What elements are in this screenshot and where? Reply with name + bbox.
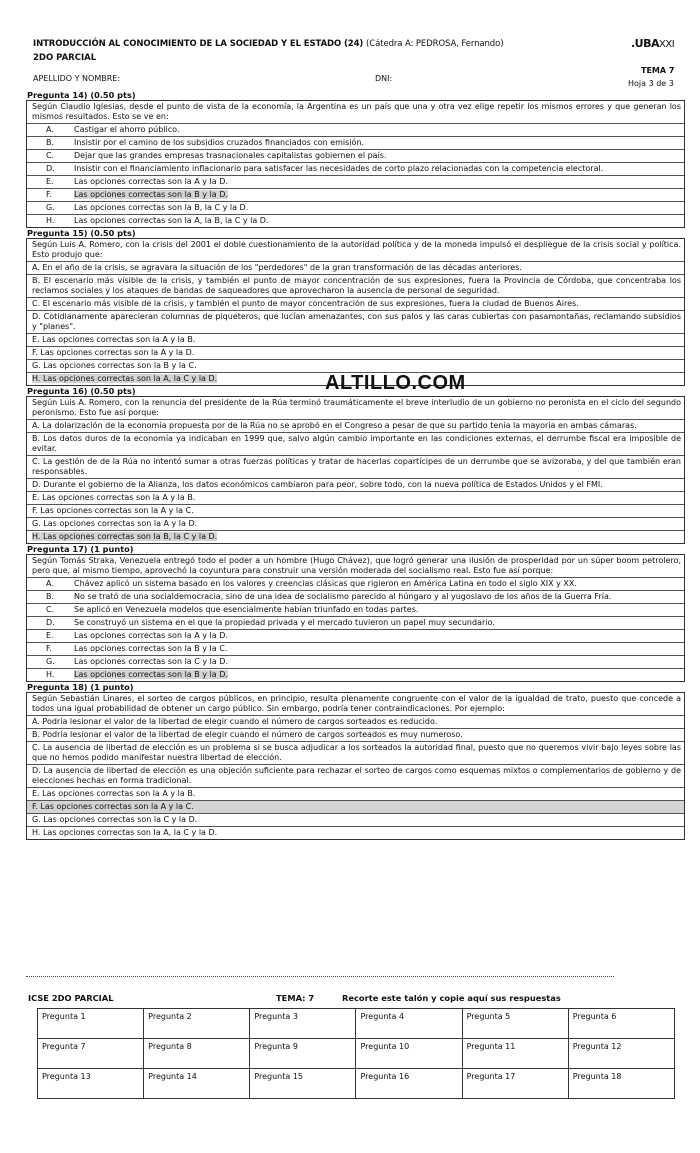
q18-option-c[interactable]: C. La ausencia de libertad de elección es un problema si se busca adjudicar a los sorteados la autoridad final, puesto que no queremos vivir bajo leyes sobre las que no hemos podido manifestar nuestra libertad de elección.: [27, 741, 684, 764]
answer-cell[interactable]: Pregunta 6: [568, 1009, 674, 1039]
answer-cell[interactable]: Pregunta 7: [38, 1039, 144, 1069]
q15-option-b[interactable]: B. El escenario más visible de la crisis, y también el punto de mayor concentración de sus expresiones, fuera la Provincia de Córdoba, que concentraba los reclamos sociales y los ataques de bandas de saqueadores que aprovecharon la ausencia de personal de seguridad.: [27, 274, 684, 297]
answer-cell[interactable]: Pregunta 13: [38, 1069, 144, 1099]
q14-option-e[interactable]: [27, 175, 684, 188]
q18-option-h[interactable]: H. Las opciones correctas son la A, la C y la D.: [27, 826, 684, 839]
option-text: Las opciones correctas son la C y la D.: [74, 657, 229, 666]
q16-option-d[interactable]: D. Durante el gobierno de la Alianza, los datos económicos cambiaron para peor, sobre todo, con la nueva política de Estados Unidos y el FMI.: [27, 478, 684, 491]
answer-cell[interactable]: Pregunta 11: [462, 1039, 568, 1069]
q14-option-b[interactable]: [27, 136, 684, 149]
q14-option-a[interactable]: [27, 123, 684, 136]
option-letter: F.: [46, 644, 52, 653]
answer-cell[interactable]: Pregunta 3: [250, 1009, 356, 1039]
q18-option-e[interactable]: E. Las opciones correctas son la A y la B.: [27, 787, 684, 800]
option-text: Las opciones correctas son la B, la C y la D.: [74, 203, 249, 212]
answer-row: [38, 1039, 675, 1069]
question-17-stem: Según Tomás Straka, Venezuela entregó todo el poder a un hombre (Hugo Chávez), que logró generar una ilusión de prosperidad por un súper boom petrolero, pero que, al mismo tiempo, aprovechó la coyuntura para construir una versión moderada del socialismo real. Esto fue así porque:: [32, 556, 681, 575]
question-18-stem: Según Sebastián Linares, el sorteo de cargos públicos, en principio, resulta plenamente congruente con el valor de la igualdad de trato, puesto que concede a todos una igual probabilidad de obtener un cargo público. Sin embargo, podría tener contraindicaciones. Por ejemplo:: [32, 694, 681, 713]
answer-row: [38, 1009, 675, 1039]
chair-name: (Cátedra A: PEDROSA, Fernando): [366, 39, 504, 49]
answer-cell[interactable]: Pregunta 5: [462, 1009, 568, 1039]
q14-option-g[interactable]: [27, 201, 684, 214]
footer-instruction: Recorte este talón y copie aquí sus respuestas: [342, 993, 561, 1003]
option-letter: B.: [46, 138, 55, 147]
name-label: APELLIDO Y NOMBRE:: [33, 74, 121, 83]
answer-cell[interactable]: Pregunta 12: [568, 1039, 674, 1069]
option-text: Chávez aplicó un sistema basado en los valores y creencias clásicas que rigieron en América Latina en todo el siglo XIX y XX.: [74, 579, 577, 588]
watermark: ALTILLO.COM: [325, 372, 466, 394]
q14-option-f[interactable]: [27, 188, 684, 201]
q16-option-c[interactable]: C. La gestión de de la Rúa no intentó sumar a otras fuerzas políticas y tratar de hacerlas copartícipes de un derrumbe que se avizoraba, y del que también eran responsables.: [27, 455, 684, 478]
q15-option-d[interactable]: D. Cotidianamente aparecieran columnas de piqueteros, que lucían amenazantes, con sus palos y las caras cubiertas con pasamontañas, reclamando subsidios y "planes".: [27, 310, 684, 333]
q17-option-e[interactable]: [27, 629, 684, 642]
q17-option-b[interactable]: [27, 590, 684, 603]
q18-option-a[interactable]: A. Podría lesionar el valor de la libertad de elegir cuando el número de cargos sorteados es reducido.: [27, 715, 684, 728]
answer-cell[interactable]: Pregunta 17: [462, 1069, 568, 1099]
option-letter: G.: [46, 657, 55, 666]
question-14-stem: Según Claudio Iglesias, desde el punto de vista de la economía, la Argentina es un país que una y otra vez elige repetir los mismos errores y que generan los mismos resultados. Esto se ve en:: [32, 102, 681, 121]
q16-option-f[interactable]: F. Las opciones correctas son la A y la C.: [27, 504, 684, 517]
q16-option-a[interactable]: A. La dolarización de la economía propuesta por de la Rúa no se aprobó en el Congreso a pesar de que su partido tenía la mayoría en ambas cámaras.: [27, 419, 684, 432]
question-17-box: [26, 554, 685, 682]
cut-line: [26, 976, 614, 977]
q14-option-d[interactable]: [27, 162, 684, 175]
option-letter: E.: [46, 631, 54, 640]
option-letter: F.: [46, 190, 52, 199]
question-15-title: Pregunta 15) (0.50 pts): [27, 228, 136, 238]
option-letter: A.: [46, 125, 54, 134]
option-letter: C.: [46, 151, 55, 160]
logo-suffix: XXI: [659, 39, 675, 50]
q14-option-c[interactable]: [27, 149, 684, 162]
q16-option-b[interactable]: B. Los datos duros de la economía ya indicaban en 1999 que, salvo algún cambio importante en las condiciones externas, el derrumbe fiscal era imposible de evitar.: [27, 432, 684, 455]
answer-row: [38, 1069, 675, 1099]
option-text-highlighted: Las opciones correctas son la B y la D.: [74, 190, 228, 199]
answer-cell[interactable]: Pregunta 15: [250, 1069, 356, 1099]
q16-option-h[interactable]: [27, 530, 684, 543]
option-text-highlighted: H. Las opciones correctas son la A, la C y la D.: [32, 374, 218, 383]
option-text-highlighted: H. Las opciones correctas son la B, la C y la D.: [32, 532, 218, 541]
answer-cell[interactable]: Pregunta 16: [356, 1069, 462, 1099]
q18-option-d[interactable]: D. La ausencia de libertad de elección es una objeción suficiente para rechazar el sorteo de cargos como esquemas mixtos o complementarios de gobierno y de elecciones hechas en forma tradicional.: [27, 764, 684, 787]
option-text: Castigar el ahorro público.: [74, 125, 180, 134]
uba-xxi-logo: [631, 37, 674, 50]
q15-option-e[interactable]: E. Las opciones correctas son la A y la B.: [27, 333, 684, 346]
q15-option-f[interactable]: F. Las opciones correctas son la A y la D.: [27, 346, 684, 359]
q17-option-f[interactable]: [27, 642, 684, 655]
q17-option-c[interactable]: [27, 603, 684, 616]
course-name: INTRODUCCIÓN AL CONOCIMIENTO DE LA SOCIEDAD Y EL ESTADO (24): [33, 39, 364, 49]
q16-option-g[interactable]: G. Las opciones correctas son la A y la D.: [27, 517, 684, 530]
option-letter: G.: [46, 203, 55, 212]
questions-area: [26, 90, 685, 840]
course-title: [33, 39, 503, 49]
answer-cell[interactable]: Pregunta 8: [144, 1039, 250, 1069]
question-17-title: Pregunta 17) (1 punto): [27, 544, 134, 554]
answer-cell[interactable]: Pregunta 2: [144, 1009, 250, 1039]
answer-cell[interactable]: Pregunta 10: [356, 1039, 462, 1069]
q14-option-h[interactable]: [27, 214, 684, 227]
exam-name: 2DO PARCIAL: [33, 53, 97, 63]
question-18-box: [26, 692, 685, 840]
option-letter: H.: [46, 216, 55, 225]
question-16-stem: Según Luis A. Romero, con la renuncia del presidente de la Rúa terminó traumáticamente el breve interludio de un gobierno no peronista en el ciclo del segundo peronismo. Esto fue así porque:: [32, 398, 681, 417]
sheet-number: Hoja 3 de 3: [628, 79, 674, 88]
question-18-title: Pregunta 18) (1 punto): [27, 682, 134, 692]
q17-option-d[interactable]: [27, 616, 684, 629]
q17-option-a[interactable]: [27, 577, 684, 590]
q18-option-g[interactable]: G. Las opciones correctas son la C y la D.: [27, 813, 684, 826]
q15-option-c[interactable]: C. El escenario más visible de la crisis, y también el punto de mayor concentración de sus expresiones, fuera la ciudad de Buenos Aires.: [27, 297, 684, 310]
footer-course: ICSE 2DO PARCIAL: [28, 993, 114, 1003]
option-text: Las opciones correctas son la B y la C.: [74, 644, 228, 653]
answer-cell[interactable]: Pregunta 9: [250, 1039, 356, 1069]
question-14-box: [26, 100, 685, 228]
q16-option-e[interactable]: E. Las opciones correctas son la A y la B.: [27, 491, 684, 504]
option-text: Insistir con el financiamiento inflacionario para satisfacer las necesidades de corto plazo relacionadas con la competencia electoral.: [74, 164, 604, 173]
dni-label: DNI:: [375, 74, 393, 83]
question-16-box: [26, 396, 685, 544]
option-letter: A.: [46, 579, 54, 588]
question-16-title: Pregunta 16) (0.50 pts): [27, 386, 136, 396]
tema-label: TEMA 7: [641, 66, 675, 75]
option-text: No se trató de una socialdemocracia, sino de una idea de socialismo parecido al húngaro y al yugoslavo de los años de la Guerra Fría.: [74, 592, 612, 601]
option-letter: C.: [46, 605, 55, 614]
option-letter: E.: [46, 177, 54, 186]
option-text: Las opciones correctas son la A y la D.: [74, 631, 228, 640]
option-text: Se aplicó en Venezuela modelos que esencialmente habían triunfado en todas partes.: [74, 605, 419, 614]
footer-tema: TEMA: 7: [276, 993, 315, 1003]
option-text: Dejar que las grandes empresas trasnacionales capitalistas gobiernen el país.: [74, 151, 387, 160]
option-letter: D.: [46, 618, 55, 627]
option-text: Insistir por el camino de los subsidios cruzados financiados con emisión.: [74, 138, 365, 147]
q17-option-h[interactable]: [27, 668, 684, 681]
question-15-stem: Según Luis A. Romero, con la crisis del 2001 el doble cuestionamiento de la autoridad política y de la moneda impulsó el despliegue de la crisis social y política. Esto produjo que:: [32, 240, 681, 259]
logo-main: .UBA: [631, 37, 660, 50]
answer-cell[interactable]: Pregunta 4: [356, 1009, 462, 1039]
question-14-title: Pregunta 14) (0.50 pts): [27, 90, 136, 100]
option-text: Las opciones correctas son la A y la D.: [74, 177, 228, 186]
option-letter: B.: [46, 592, 55, 601]
option-letter: D.: [46, 164, 55, 173]
answer-cell[interactable]: Pregunta 14: [144, 1069, 250, 1099]
answer-cell[interactable]: Pregunta 18: [568, 1069, 674, 1099]
option-text: Se construyó un sistema en el que la propiedad privada y el mercado tuvieron un papel muy secundario.: [74, 618, 495, 627]
q15-option-g[interactable]: G. Las opciones correctas son la B y la C.: [27, 359, 684, 372]
option-text: Las opciones correctas son la A, la B, la C y la D.: [74, 216, 269, 225]
option-text-highlighted: Las opciones correctas son la B y la D.: [74, 670, 228, 679]
question-15-box: [26, 238, 685, 386]
option-letter: H.: [46, 670, 55, 679]
q17-option-g[interactable]: [27, 655, 684, 668]
answer-cell[interactable]: Pregunta 1: [38, 1009, 144, 1039]
q18-option-f[interactable]: F. Las opciones correctas son la A y la C.: [27, 800, 684, 813]
q15-option-a[interactable]: A. En el año de la crisis, se agravara la situación de los "perdedores" de la gran transformación de las décadas anteriores.: [27, 261, 684, 274]
answer-grid: [37, 1008, 675, 1099]
q18-option-b[interactable]: B. Podría lesionar el valor de la libertad de elegir cuando el número de cargos sorteados es muy numeroso.: [27, 728, 684, 741]
